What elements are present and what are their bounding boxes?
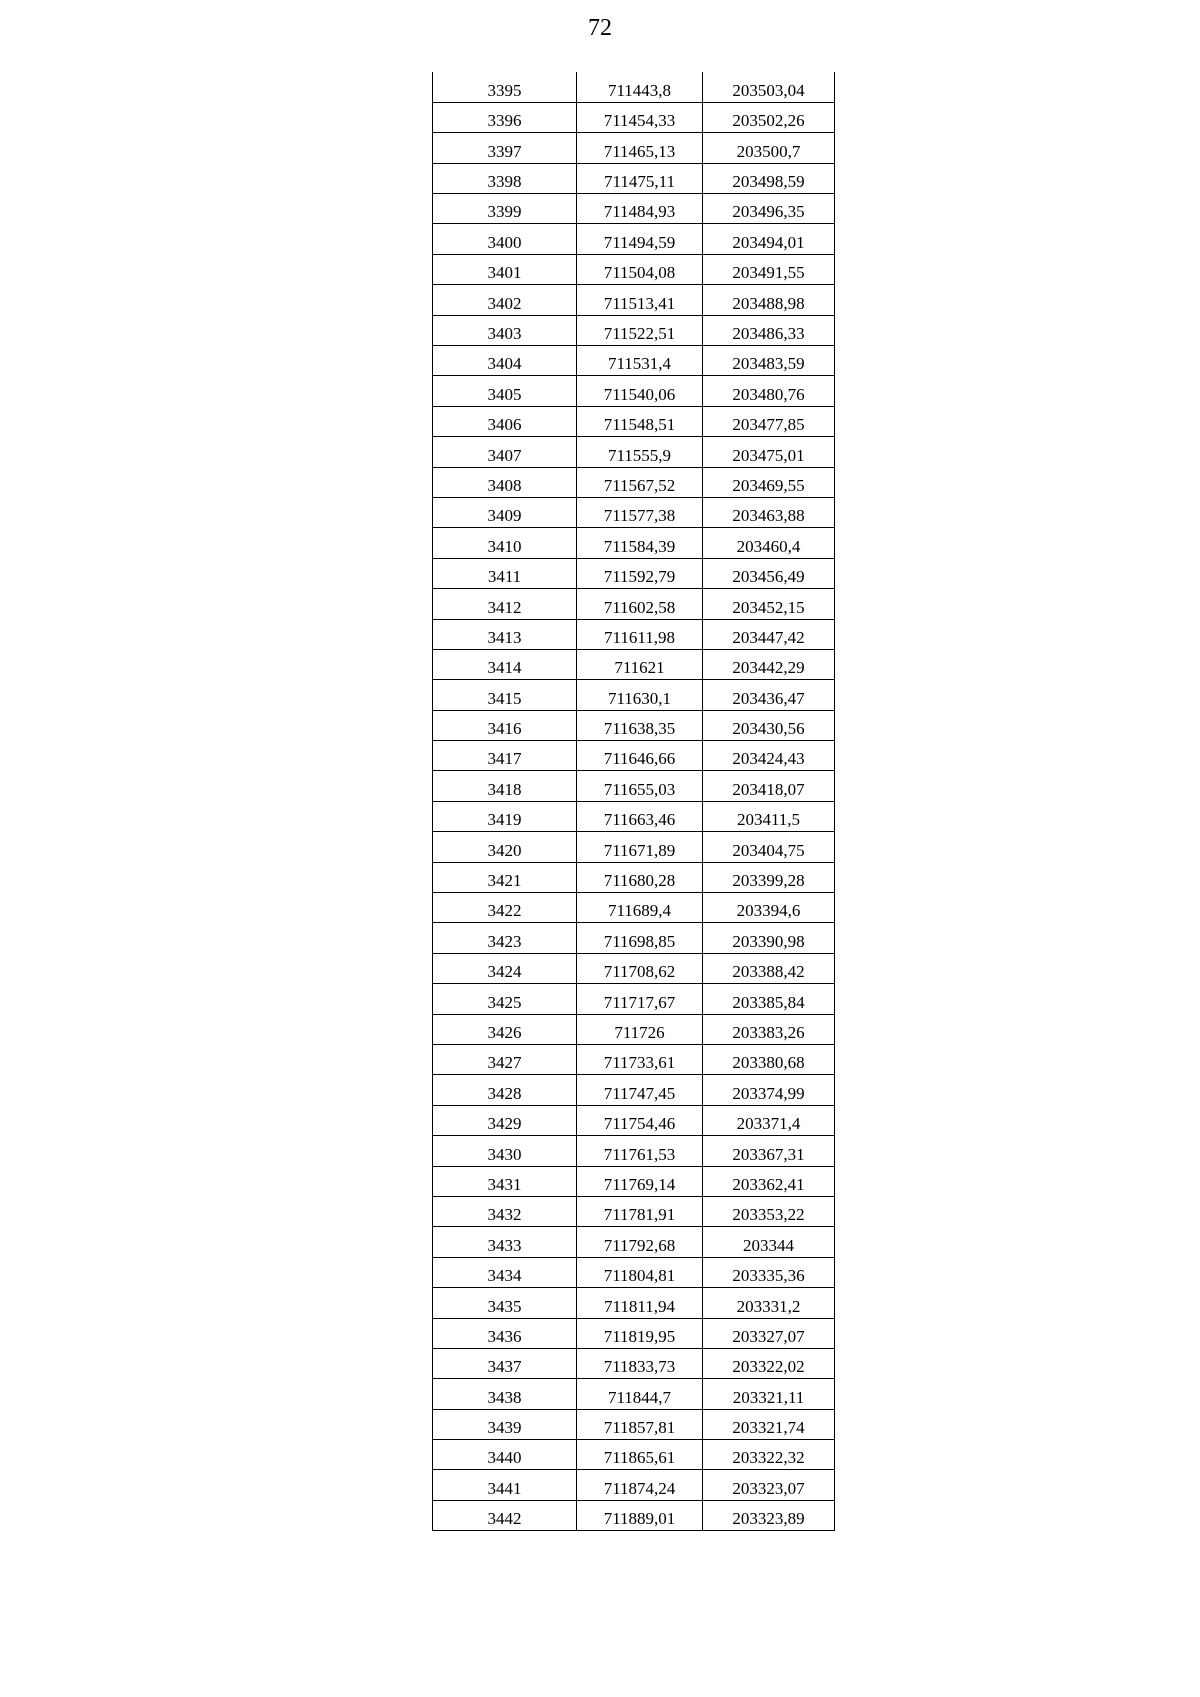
x-coordinate-cell: 711804,81 bbox=[577, 1257, 703, 1287]
table-row bbox=[433, 953, 835, 983]
point-number-cell: 3421 bbox=[433, 862, 577, 892]
y-coordinate-cell: 203323,89 bbox=[703, 1500, 835, 1530]
table-row bbox=[433, 649, 835, 679]
y-coordinate-cell: 203496,35 bbox=[703, 194, 835, 224]
table-row bbox=[433, 862, 835, 892]
point-number-cell: 3433 bbox=[433, 1227, 577, 1257]
table-row bbox=[433, 589, 835, 619]
x-coordinate-cell: 711555,9 bbox=[577, 437, 703, 467]
table-row bbox=[433, 619, 835, 649]
y-coordinate-cell: 203399,28 bbox=[703, 862, 835, 892]
coordinates-table-body bbox=[433, 72, 835, 1531]
table-row bbox=[433, 1105, 835, 1135]
point-number-cell: 3423 bbox=[433, 923, 577, 953]
point-number-cell: 3400 bbox=[433, 224, 577, 254]
x-coordinate-cell: 711680,28 bbox=[577, 862, 703, 892]
table-row bbox=[433, 376, 835, 406]
point-number-cell: 3434 bbox=[433, 1257, 577, 1287]
y-coordinate-cell: 203463,88 bbox=[703, 497, 835, 527]
point-number-cell: 3415 bbox=[433, 680, 577, 710]
x-coordinate-cell: 711540,06 bbox=[577, 376, 703, 406]
y-coordinate-cell: 203322,32 bbox=[703, 1440, 835, 1470]
x-coordinate-cell: 711577,38 bbox=[577, 497, 703, 527]
x-coordinate-cell: 711592,79 bbox=[577, 558, 703, 588]
table-row bbox=[433, 1045, 835, 1075]
table-row bbox=[433, 315, 835, 345]
point-number-cell: 3436 bbox=[433, 1318, 577, 1348]
y-coordinate-cell: 203460,4 bbox=[703, 528, 835, 558]
table-row bbox=[433, 346, 835, 376]
table-row bbox=[433, 893, 835, 923]
y-coordinate-cell: 203322,02 bbox=[703, 1348, 835, 1378]
x-coordinate-cell: 711475,11 bbox=[577, 163, 703, 193]
x-coordinate-cell: 711761,53 bbox=[577, 1136, 703, 1166]
y-coordinate-cell: 203362,41 bbox=[703, 1166, 835, 1196]
y-coordinate-cell: 203477,85 bbox=[703, 406, 835, 436]
table-row bbox=[433, 1318, 835, 1348]
y-coordinate-cell: 203383,26 bbox=[703, 1014, 835, 1044]
table-row bbox=[433, 741, 835, 771]
x-coordinate-cell: 711708,62 bbox=[577, 953, 703, 983]
y-coordinate-cell: 203374,99 bbox=[703, 1075, 835, 1105]
y-coordinate-cell: 203491,55 bbox=[703, 254, 835, 284]
point-number-cell: 3410 bbox=[433, 528, 577, 558]
table-row bbox=[433, 923, 835, 953]
point-number-cell: 3407 bbox=[433, 437, 577, 467]
point-number-cell: 3417 bbox=[433, 741, 577, 771]
y-coordinate-cell: 203475,01 bbox=[703, 437, 835, 467]
table-row bbox=[433, 1227, 835, 1257]
table-row bbox=[433, 437, 835, 467]
point-number-cell: 3429 bbox=[433, 1105, 577, 1135]
x-coordinate-cell: 711567,52 bbox=[577, 467, 703, 497]
y-coordinate-cell: 203502,26 bbox=[703, 102, 835, 132]
y-coordinate-cell: 203367,31 bbox=[703, 1136, 835, 1166]
x-coordinate-cell: 711769,14 bbox=[577, 1166, 703, 1196]
table-row bbox=[433, 133, 835, 163]
y-coordinate-cell: 203321,74 bbox=[703, 1409, 835, 1439]
x-coordinate-cell: 711454,33 bbox=[577, 102, 703, 132]
point-number-cell: 3442 bbox=[433, 1500, 577, 1530]
y-coordinate-cell: 203480,76 bbox=[703, 376, 835, 406]
x-coordinate-cell: 711792,68 bbox=[577, 1227, 703, 1257]
point-number-cell: 3414 bbox=[433, 649, 577, 679]
y-coordinate-cell: 203436,47 bbox=[703, 680, 835, 710]
x-coordinate-cell: 711698,85 bbox=[577, 923, 703, 953]
x-coordinate-cell: 711781,91 bbox=[577, 1196, 703, 1226]
x-coordinate-cell: 711494,59 bbox=[577, 224, 703, 254]
table-row bbox=[433, 163, 835, 193]
table-row bbox=[433, 1166, 835, 1196]
x-coordinate-cell: 711874,24 bbox=[577, 1470, 703, 1500]
x-coordinate-cell: 711602,58 bbox=[577, 589, 703, 619]
y-coordinate-cell: 203388,42 bbox=[703, 953, 835, 983]
x-coordinate-cell: 711663,46 bbox=[577, 801, 703, 831]
x-coordinate-cell: 711754,46 bbox=[577, 1105, 703, 1135]
x-coordinate-cell: 711733,61 bbox=[577, 1045, 703, 1075]
x-coordinate-cell: 711689,4 bbox=[577, 893, 703, 923]
y-coordinate-cell: 203430,56 bbox=[703, 710, 835, 740]
table-row bbox=[433, 72, 835, 102]
y-coordinate-cell: 203327,07 bbox=[703, 1318, 835, 1348]
x-coordinate-cell: 711726 bbox=[577, 1014, 703, 1044]
y-coordinate-cell: 203456,49 bbox=[703, 558, 835, 588]
x-coordinate-cell: 711504,08 bbox=[577, 254, 703, 284]
y-coordinate-cell: 203498,59 bbox=[703, 163, 835, 193]
point-number-cell: 3398 bbox=[433, 163, 577, 193]
x-coordinate-cell: 711531,4 bbox=[577, 346, 703, 376]
y-coordinate-cell: 203447,42 bbox=[703, 619, 835, 649]
point-number-cell: 3408 bbox=[433, 467, 577, 497]
point-number-cell: 3406 bbox=[433, 406, 577, 436]
y-coordinate-cell: 203321,11 bbox=[703, 1379, 835, 1409]
y-coordinate-cell: 203500,7 bbox=[703, 133, 835, 163]
x-coordinate-cell: 711630,1 bbox=[577, 680, 703, 710]
point-number-cell: 3427 bbox=[433, 1045, 577, 1075]
table-row bbox=[433, 680, 835, 710]
x-coordinate-cell: 711611,98 bbox=[577, 619, 703, 649]
table-row bbox=[433, 771, 835, 801]
point-number-cell: 3441 bbox=[433, 1470, 577, 1500]
y-coordinate-cell: 203344 bbox=[703, 1227, 835, 1257]
table-row bbox=[433, 1196, 835, 1226]
table-row bbox=[433, 1440, 835, 1470]
table-row bbox=[433, 528, 835, 558]
x-coordinate-cell: 711484,93 bbox=[577, 194, 703, 224]
y-coordinate-cell: 203411,5 bbox=[703, 801, 835, 831]
point-number-cell: 3399 bbox=[433, 194, 577, 224]
point-number-cell: 3409 bbox=[433, 497, 577, 527]
x-coordinate-cell: 711747,45 bbox=[577, 1075, 703, 1105]
y-coordinate-cell: 203452,15 bbox=[703, 589, 835, 619]
point-number-cell: 3419 bbox=[433, 801, 577, 831]
point-number-cell: 3395 bbox=[433, 72, 577, 102]
x-coordinate-cell: 711833,73 bbox=[577, 1348, 703, 1378]
y-coordinate-cell: 203503,04 bbox=[703, 72, 835, 102]
point-number-cell: 3437 bbox=[433, 1348, 577, 1378]
x-coordinate-cell: 711443,8 bbox=[577, 72, 703, 102]
y-coordinate-cell: 203371,4 bbox=[703, 1105, 835, 1135]
point-number-cell: 3418 bbox=[433, 771, 577, 801]
table-row bbox=[433, 1288, 835, 1318]
y-coordinate-cell: 203323,07 bbox=[703, 1470, 835, 1500]
point-number-cell: 3396 bbox=[433, 102, 577, 132]
point-number-cell: 3422 bbox=[433, 893, 577, 923]
y-coordinate-cell: 203394,6 bbox=[703, 893, 835, 923]
table-row bbox=[433, 497, 835, 527]
point-number-cell: 3403 bbox=[433, 315, 577, 345]
y-coordinate-cell: 203353,22 bbox=[703, 1196, 835, 1226]
table-row bbox=[433, 285, 835, 315]
point-number-cell: 3431 bbox=[433, 1166, 577, 1196]
y-coordinate-cell: 203486,33 bbox=[703, 315, 835, 345]
table-row bbox=[433, 467, 835, 497]
table-row bbox=[433, 254, 835, 284]
y-coordinate-cell: 203390,98 bbox=[703, 923, 835, 953]
table-row bbox=[433, 224, 835, 254]
point-number-cell: 3440 bbox=[433, 1440, 577, 1470]
point-number-cell: 3402 bbox=[433, 285, 577, 315]
table-row bbox=[433, 1379, 835, 1409]
point-number-cell: 3430 bbox=[433, 1136, 577, 1166]
y-coordinate-cell: 203488,98 bbox=[703, 285, 835, 315]
table-row bbox=[433, 1348, 835, 1378]
table-row bbox=[433, 406, 835, 436]
table-row bbox=[433, 558, 835, 588]
point-number-cell: 3432 bbox=[433, 1196, 577, 1226]
point-number-cell: 3439 bbox=[433, 1409, 577, 1439]
x-coordinate-cell: 711889,01 bbox=[577, 1500, 703, 1530]
y-coordinate-cell: 203469,55 bbox=[703, 467, 835, 497]
y-coordinate-cell: 203418,07 bbox=[703, 771, 835, 801]
x-coordinate-cell: 711811,94 bbox=[577, 1288, 703, 1318]
x-coordinate-cell: 711646,66 bbox=[577, 741, 703, 771]
point-number-cell: 3428 bbox=[433, 1075, 577, 1105]
point-number-cell: 3438 bbox=[433, 1379, 577, 1409]
table-row bbox=[433, 710, 835, 740]
point-number-cell: 3416 bbox=[433, 710, 577, 740]
x-coordinate-cell: 711638,35 bbox=[577, 710, 703, 740]
point-number-cell: 3420 bbox=[433, 832, 577, 862]
point-number-cell: 3435 bbox=[433, 1288, 577, 1318]
x-coordinate-cell: 711522,51 bbox=[577, 315, 703, 345]
y-coordinate-cell: 203335,36 bbox=[703, 1257, 835, 1287]
x-coordinate-cell: 711819,95 bbox=[577, 1318, 703, 1348]
table-row bbox=[433, 1014, 835, 1044]
table-row bbox=[433, 1500, 835, 1530]
table-row bbox=[433, 194, 835, 224]
table-row bbox=[433, 1075, 835, 1105]
point-number-cell: 3425 bbox=[433, 984, 577, 1014]
x-coordinate-cell: 711844,7 bbox=[577, 1379, 703, 1409]
x-coordinate-cell: 711513,41 bbox=[577, 285, 703, 315]
x-coordinate-cell: 711548,51 bbox=[577, 406, 703, 436]
point-number-cell: 3412 bbox=[433, 589, 577, 619]
x-coordinate-cell: 711465,13 bbox=[577, 133, 703, 163]
table-row bbox=[433, 1136, 835, 1166]
x-coordinate-cell: 711655,03 bbox=[577, 771, 703, 801]
point-number-cell: 3424 bbox=[433, 953, 577, 983]
table-row bbox=[433, 801, 835, 831]
y-coordinate-cell: 203442,29 bbox=[703, 649, 835, 679]
point-number-cell: 3426 bbox=[433, 1014, 577, 1044]
point-number-cell: 3405 bbox=[433, 376, 577, 406]
y-coordinate-cell: 203331,2 bbox=[703, 1288, 835, 1318]
table-row bbox=[433, 832, 835, 862]
x-coordinate-cell: 711717,67 bbox=[577, 984, 703, 1014]
x-coordinate-cell: 711621 bbox=[577, 649, 703, 679]
coordinates-table bbox=[432, 72, 835, 1531]
y-coordinate-cell: 203494,01 bbox=[703, 224, 835, 254]
y-coordinate-cell: 203483,59 bbox=[703, 346, 835, 376]
x-coordinate-cell: 711584,39 bbox=[577, 528, 703, 558]
x-coordinate-cell: 711865,61 bbox=[577, 1440, 703, 1470]
table-row bbox=[433, 1257, 835, 1287]
table-row bbox=[433, 1409, 835, 1439]
page-number: 72 bbox=[588, 15, 612, 41]
point-number-cell: 3411 bbox=[433, 558, 577, 588]
y-coordinate-cell: 203385,84 bbox=[703, 984, 835, 1014]
table-row bbox=[433, 1470, 835, 1500]
y-coordinate-cell: 203404,75 bbox=[703, 832, 835, 862]
y-coordinate-cell: 203380,68 bbox=[703, 1045, 835, 1075]
x-coordinate-cell: 711857,81 bbox=[577, 1409, 703, 1439]
point-number-cell: 3413 bbox=[433, 619, 577, 649]
point-number-cell: 3401 bbox=[433, 254, 577, 284]
point-number-cell: 3397 bbox=[433, 133, 577, 163]
table-row bbox=[433, 102, 835, 132]
y-coordinate-cell: 203424,43 bbox=[703, 741, 835, 771]
x-coordinate-cell: 711671,89 bbox=[577, 832, 703, 862]
table-row bbox=[433, 984, 835, 1014]
point-number-cell: 3404 bbox=[433, 346, 577, 376]
